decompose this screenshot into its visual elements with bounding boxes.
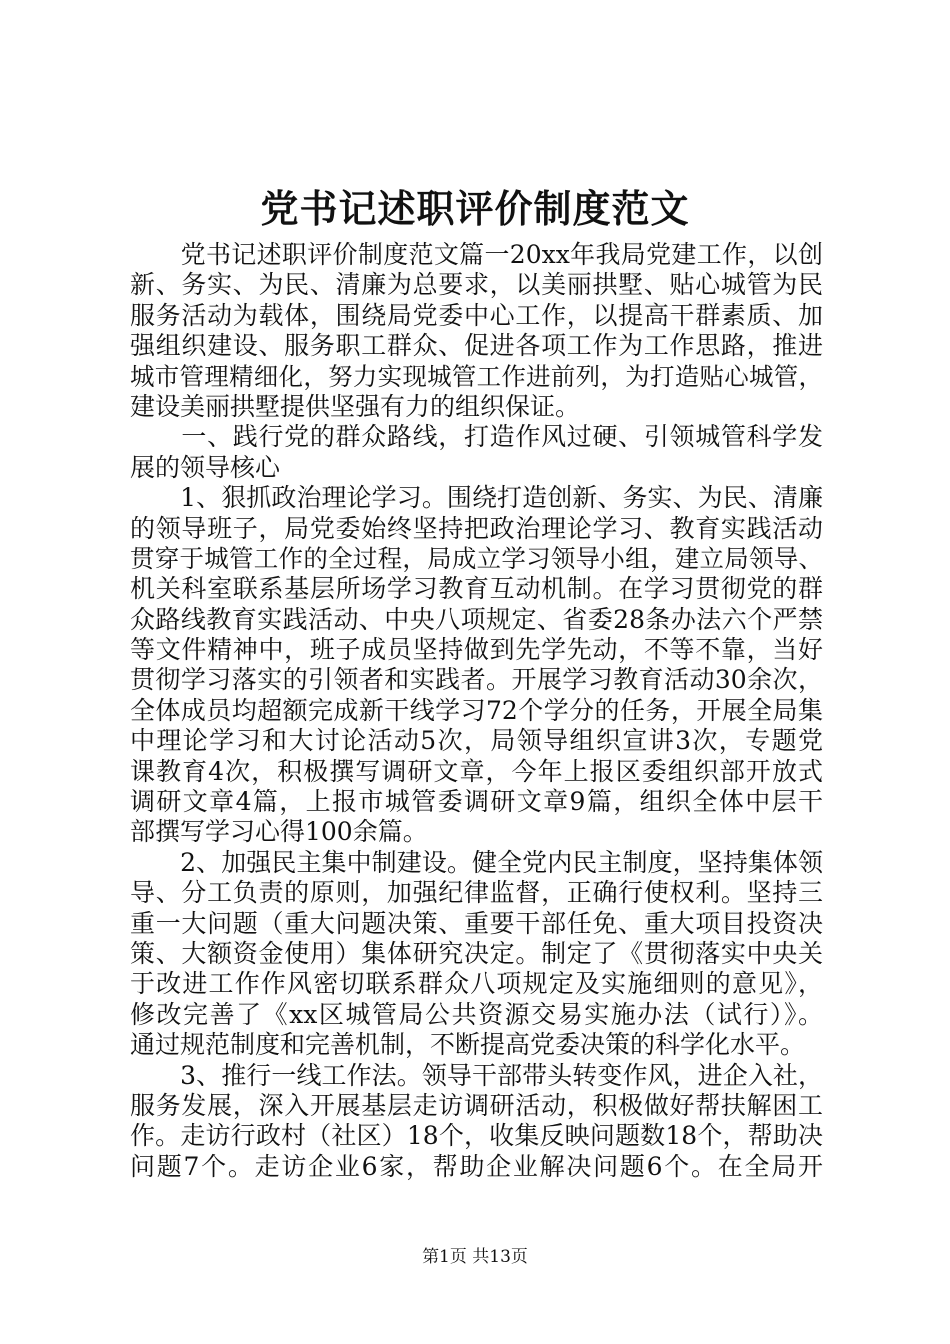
text-line: 导、分工负责的原则，加强纪律监督，正确行使权利。坚持三 bbox=[130, 878, 823, 908]
text-line: 中理论学习和大讨论活动5次，局领导组织宣讲3次，专题党 bbox=[130, 726, 823, 756]
text-line: 问题7个。走访企业6家，帮助企业解决问题6个。在全局开 bbox=[130, 1151, 823, 1181]
page-number-footer: 第1页 共13页 bbox=[422, 1247, 528, 1267]
text-line: 贯穿于城管工作的全过程，局成立学习领导小组，建立局领导、 bbox=[130, 543, 823, 573]
text-line: 策、大额资金使用）集体研究决定。制定了《贯彻落实中央关 bbox=[130, 938, 823, 968]
text-line: 的领导班子，局党委始终坚持把政治理论学习、教育实践活动 bbox=[130, 513, 823, 543]
text-line: 一、践行党的群众路线，打造作风过硬、引领城管科学发 bbox=[130, 422, 823, 452]
document-title: 党书记述职评价制度范文 bbox=[260, 186, 690, 231]
text-line: 城市管理精细化，努力实现城管工作进前列，为打造贴心城管， bbox=[130, 361, 823, 391]
text-line: 机关科室联系基层所场学习教育互动机制。在学习贯彻党的群 bbox=[130, 574, 823, 604]
text-line: 于改进工作作风密切联系群众八项规定及实施细则的意见》， bbox=[130, 969, 823, 999]
text-line: 通过规范制度和完善机制，不断提高党委决策的科学化水平。 bbox=[130, 1030, 806, 1060]
text-line: 全体成员均超额完成新干线学习72个学分的任务，开展全局集 bbox=[130, 695, 823, 725]
text-line: 课教育4次，积极撰写调研文章，今年上报区委组织部开放式 bbox=[130, 756, 823, 786]
text-line: 1、狠抓政治理论学习。围绕打造创新、务实、为民、清廉 bbox=[130, 483, 823, 513]
text-line: 作。走访行政村（社区）18个，收集反映问题数18个，帮助决 bbox=[130, 1121, 823, 1151]
text-line: 建设美丽拱墅提供坚强有力的组织保证。 bbox=[130, 391, 581, 421]
text-line: 3、推行一线工作法。领导干部带头转变作风，进企入社， bbox=[130, 1060, 823, 1090]
document-body bbox=[130, 240, 823, 1182]
text-line: 展的领导核心 bbox=[130, 452, 281, 482]
text-line: 部撰写学习心得100余篇。 bbox=[130, 817, 428, 847]
text-line: 重一大问题（重大问题决策、重要干部任免、重大项目投资决 bbox=[130, 908, 823, 938]
text-line: 强组织建设、服务职工群众、促进各项工作为工作思路，推进 bbox=[130, 331, 823, 361]
text-line: 贯彻学习落实的引领者和实践者。开展学习教育活动30余次， bbox=[130, 665, 823, 695]
text-line: 新、务实、为民、清廉为总要求，以美丽拱墅、贴心城管为民 bbox=[130, 270, 823, 300]
text-line: 等文件精神中，班子成员坚持做到先学先动，不等不靠，当好 bbox=[130, 635, 823, 665]
text-line: 服务发展，深入开展基层走访调研活动，积极做好帮扶解困工 bbox=[130, 1090, 823, 1120]
text-line: 服务活动为载体，围绕局党委中心工作，以提高干群素质、加 bbox=[130, 300, 823, 330]
text-line: 修改完善了《xx区城管局公共资源交易实施办法（试行）》。 bbox=[130, 999, 823, 1029]
text-line: 众路线教育实践活动、中央八项规定、省委28条办法六个严禁 bbox=[130, 604, 823, 634]
text-line: 党书记述职评价制度范文篇一20xx年我局党建工作，以创 bbox=[130, 240, 823, 269]
text-line: 2、加强民主集中制建设。健全党内民主制度，坚持集体领 bbox=[130, 847, 823, 877]
text-line: 调研文章4篇，上报市城管委调研文章9篇，组织全体中层干 bbox=[130, 787, 823, 817]
